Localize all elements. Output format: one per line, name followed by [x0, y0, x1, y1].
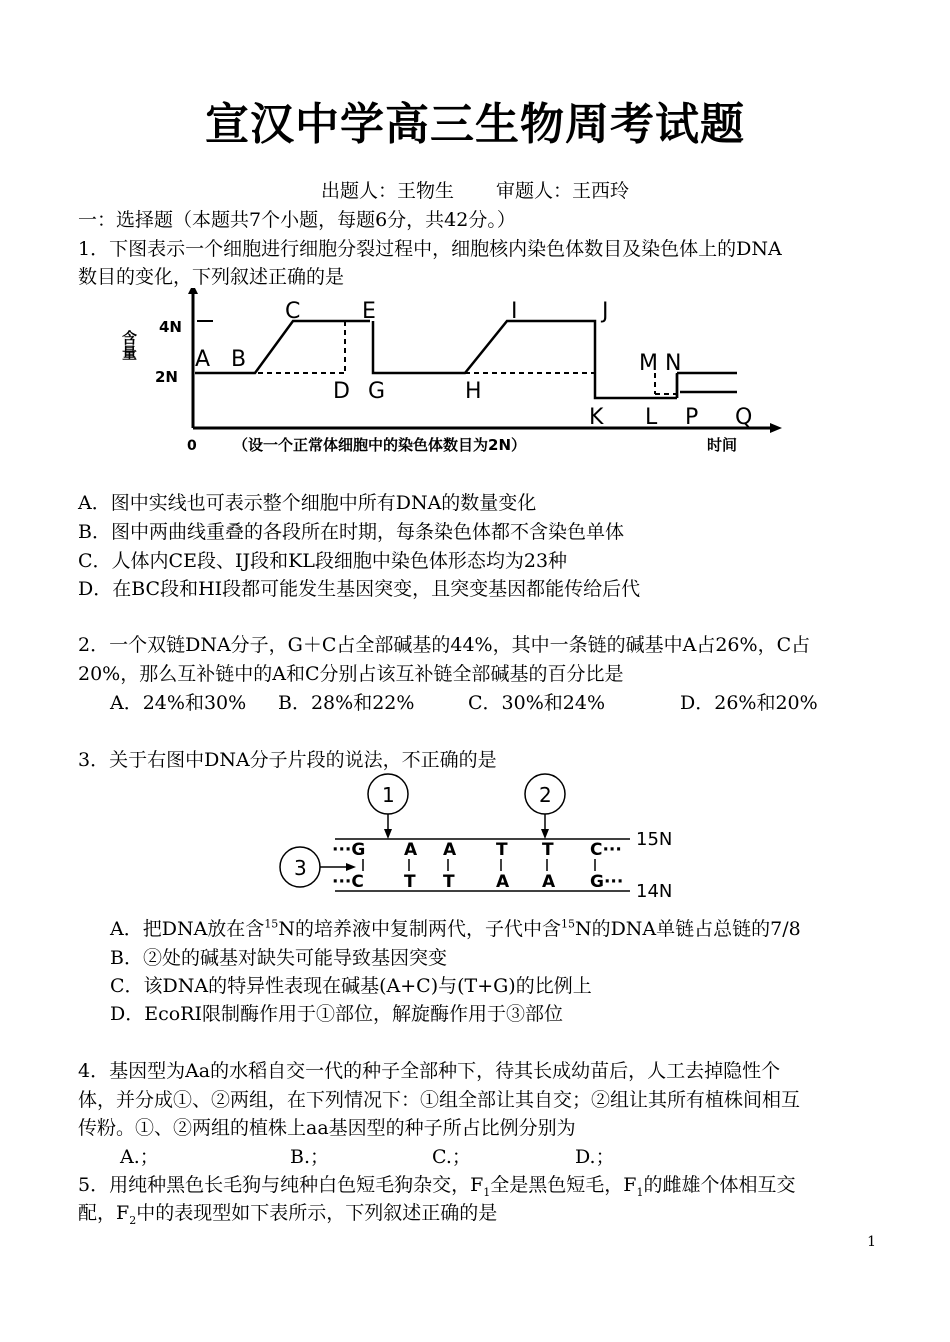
q1-option-b: B．图中两曲线重叠的各段所在时期，每条染色体都不含染色单体 [78, 521, 624, 543]
q5-stem-line1: 5．用纯种黑色长毛狗与纯种白色短毛狗杂交，$F_1$全是黑色短毛，$F_1$的雌雄个体相互交 [78, 1174, 796, 1199]
point-N: N [665, 351, 682, 376]
point-C: C [285, 299, 301, 324]
label-14n: 14N [636, 881, 673, 902]
solid-curve-seg1 [195, 321, 370, 373]
origin-label: 0 [187, 438, 197, 454]
solid-curve-seg2 [373, 321, 677, 398]
point-J: J [602, 299, 609, 324]
point-B: B [231, 347, 247, 372]
marker-2-label: 2 [539, 783, 552, 807]
q3-option-b: B．②处的碱基对缺失可能导致基因突变 [110, 947, 447, 969]
point-E: E [362, 299, 376, 324]
svg-text:A: A [496, 872, 510, 892]
y-axis-label: 含量 [120, 330, 138, 360]
point-L: L [645, 405, 658, 430]
point-Q: Q [735, 405, 753, 430]
svg-text:···G: ···G [332, 840, 366, 860]
q5-stem-line2: 配，$F_2$中的表现型如下表所示，下列叙述正确的是 [78, 1202, 498, 1227]
q4-option-d: D.； [575, 1146, 615, 1168]
marker-3-label: 3 [294, 856, 307, 880]
q1-chromosome-dna-graph [115, 288, 785, 463]
svg-text:A: A [404, 840, 418, 860]
svg-text:T: T [404, 872, 416, 892]
q3-option-a: A．把DNA放在含$^{15}$N的培养液中复制两代，子代中含$^{15}$N的DNA单链占总链的7/8 [110, 917, 801, 940]
q4-option-a: A.； [120, 1146, 159, 1168]
q1-stem-line2: 数目的变化，下列叙述正确的是 [78, 266, 345, 288]
svg-text:A: A [443, 840, 457, 860]
reviewer: 审题人：王西玲 [496, 180, 630, 202]
marker-1-label: 1 [382, 783, 395, 807]
q1-option-d: D．在BC段和HI段都可能发生基因突变，且突变基因都能传给后代 [78, 578, 641, 600]
page-title: 宣汉中学高三生物周考试题 [205, 99, 745, 150]
point-K: K [589, 405, 604, 430]
point-D: D [333, 379, 350, 404]
q2-option-d: D．26%和20% [680, 692, 818, 714]
label-15n: 15N [636, 829, 673, 850]
q3-dna-figure [270, 773, 680, 905]
point-H: H [465, 379, 482, 404]
point-I: I [511, 299, 518, 324]
point-M: M [639, 351, 658, 376]
setter: 出题人：王物生 [320, 180, 454, 202]
q1-stem-line1: 1．下图表示一个细胞进行细胞分裂过程中，细胞核内染色体数目及染色体上的DNA [78, 238, 782, 260]
q3-option-d: D．EcoRⅠ限制酶作用于①部位，解旋酶作用于③部位 [110, 1003, 563, 1025]
svg-text:T: T [542, 840, 554, 860]
q4-stem-line2: 体，并分成①、②两组，在下列情况下：①组全部让其自交；②组让其所有植株间相互 [78, 1089, 801, 1111]
svg-text:C···: C··· [590, 840, 622, 860]
q2-option-b: B．28%和22% [278, 692, 415, 714]
q4-option-b: B.； [290, 1146, 330, 1168]
q2-option-c: C．30%和24% [468, 692, 605, 714]
svg-text:G···: G··· [590, 872, 624, 892]
q2-option-a: A．24%和30% [110, 692, 247, 714]
y-tick-2n: 2N [155, 368, 178, 386]
svg-text:T: T [443, 872, 455, 892]
q2-stem-line1: 2．一个双链DNA分子，G＋C占全部碱基的44%，其中一条链的碱基中A占26%，C占 [78, 634, 811, 656]
x-axis-label: 时间 [707, 436, 738, 454]
y-tick-4n: 4N [159, 318, 182, 336]
point-G: G [368, 379, 386, 404]
svg-text:T: T [496, 840, 508, 860]
section-heading: 一：选择题（本题共7个小题，每题6分，共42分。） [78, 209, 516, 231]
point-A: A [195, 347, 211, 372]
svg-text:A: A [542, 872, 556, 892]
svg-text:···C: ···C [332, 872, 364, 892]
q2-stem-line2: 20%，那么互补链中的A和C分别占该互补链全部碱基的百分比是 [78, 663, 624, 685]
q4-stem-line3: 传粉。①、②两组的植株上aa基因型的种子所占比例分别为 [78, 1117, 576, 1139]
point-P: P [685, 405, 699, 430]
x-axis-arrow [770, 423, 782, 433]
page-number: 1 [867, 1234, 876, 1250]
authors-line [0, 176, 950, 203]
q3-option-c: C．该DNA的特异性表现在碱基(A+C)与(T+G)的比例上 [110, 975, 592, 997]
q4-option-c: C.； [432, 1146, 471, 1168]
y-axis-arrow [188, 288, 198, 294]
q4-stem-line1: 4．基因型为Aa的水稻自交一代的种子全部种下，待其长成幼苗后，人工去掉隐性个 [78, 1060, 781, 1082]
q1-option-c: C．人体内CE段、IJ段和KL段细胞中染色体形态均为23种 [78, 550, 568, 572]
q3-stem: 3．关于右图中DNA分子片段的说法，不正确的是 [78, 749, 497, 771]
graph-caption: （设一个正常体细胞中的染色体数目为2N） [233, 436, 526, 454]
q1-option-a: A．图中实线也可表示整个细胞中所有DNA的数量变化 [78, 492, 537, 514]
